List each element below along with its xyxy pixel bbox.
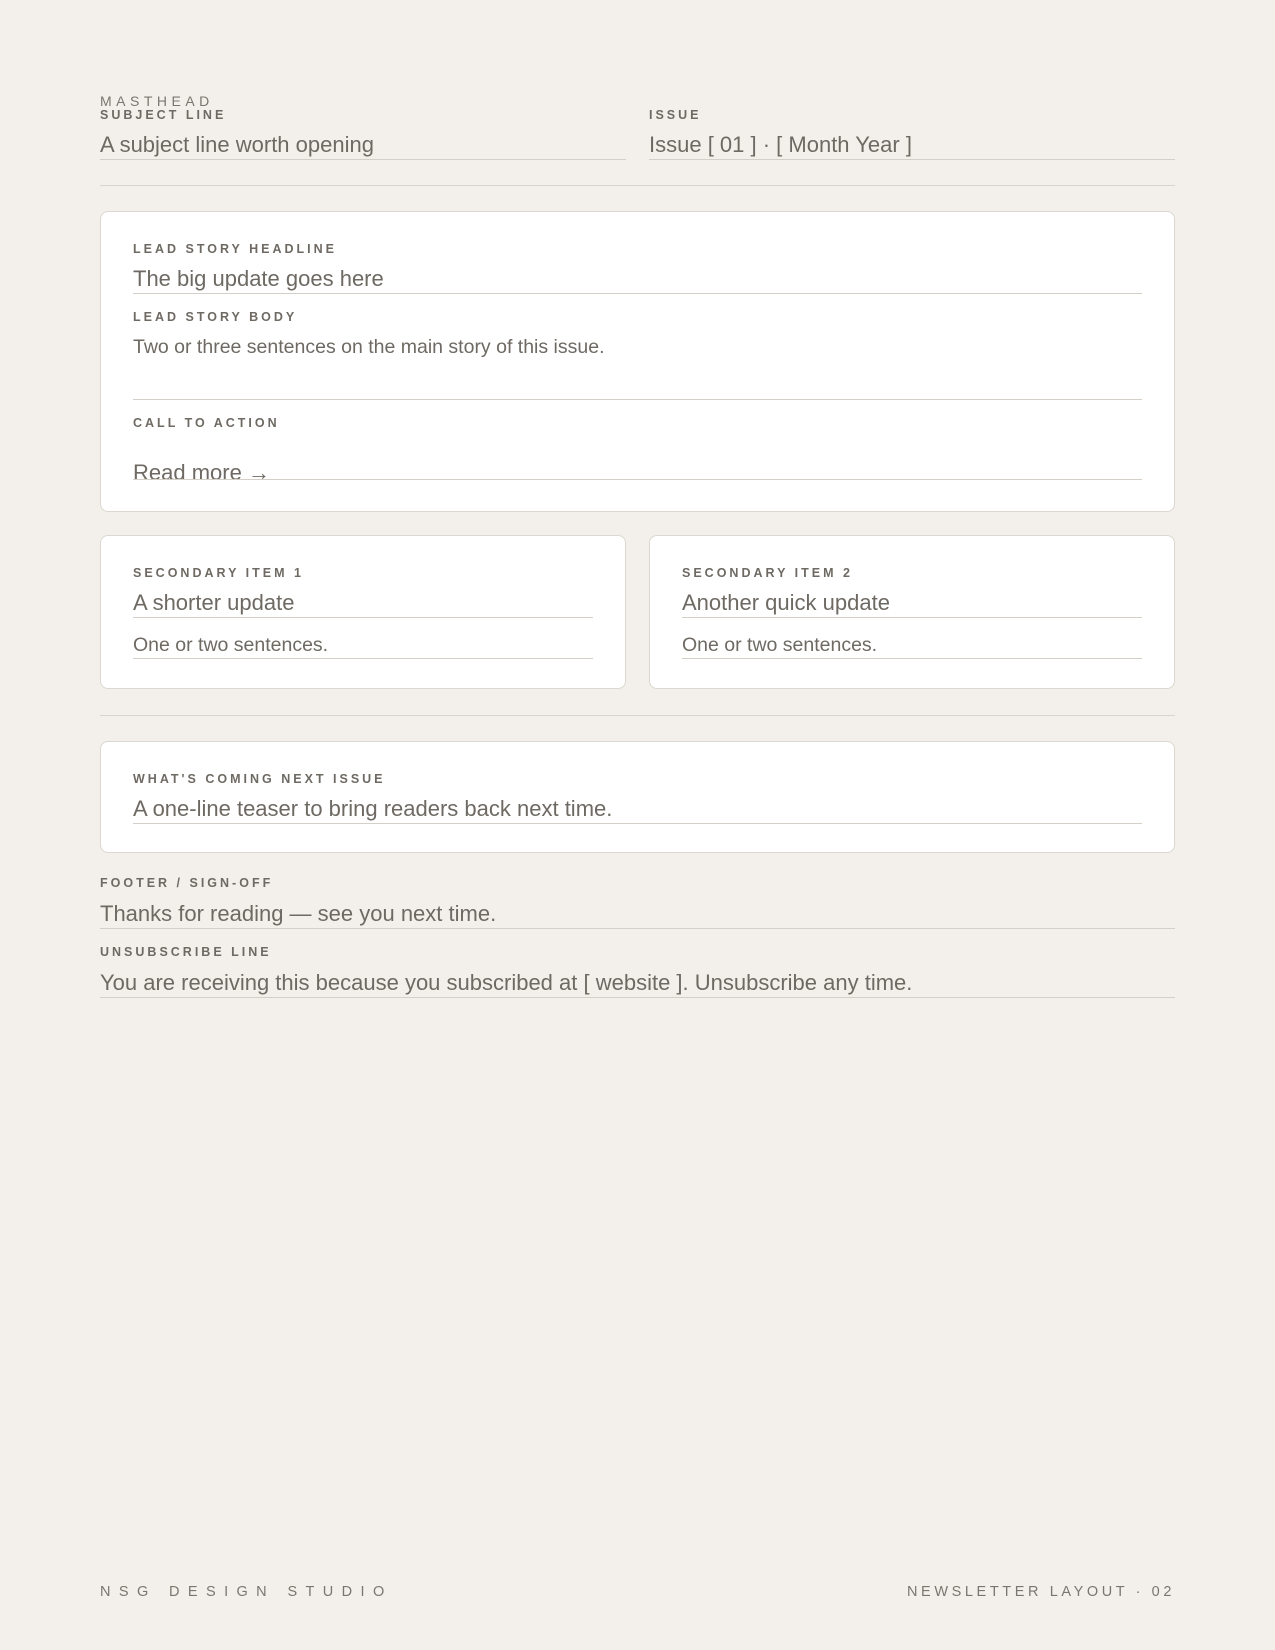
issue-field[interactable]: Issue [ 01 ] · [ Month Year ] (649, 131, 1175, 160)
secondary-item-1-card (100, 535, 626, 689)
secondary-item-1-title-field[interactable]: A shorter update (133, 589, 593, 618)
secondary-item-2-label: SECONDARY ITEM 2 (682, 566, 853, 580)
unsubscribe-field[interactable]: You are receiving this because you subscribed at [ website ]. Unsubscribe any time. (100, 969, 1175, 998)
layout-page-number: NEWSLETTER LAYOUT · 02 (906, 1584, 1175, 1600)
lead-body-label: LEAD STORY BODY (133, 310, 298, 324)
subject-line-group (100, 108, 626, 160)
newsletter-layout (100, 94, 1175, 998)
issue-label: ISSUE (649, 108, 702, 122)
secondary-item-1-label: SECONDARY ITEM 1 (133, 566, 304, 580)
signoff-label: FOOTER / SIGN-OFF (100, 876, 274, 890)
cta-text: Read more → (133, 460, 270, 480)
subject-line-label: SUBJECT LINE (100, 108, 227, 122)
next-issue-label: WHAT'S COMING NEXT ISSUE (133, 772, 386, 786)
divider (100, 715, 1175, 716)
secondary-item-2-card (649, 535, 1175, 689)
masthead-label: MASTHEAD (100, 93, 214, 109)
lead-headline-field[interactable]: The big update goes here (133, 265, 1142, 294)
unsubscribe-label: UNSUBSCRIBE LINE (100, 945, 272, 959)
subject-line-field[interactable]: A subject line worth opening (100, 131, 626, 160)
cta-label: CALL TO ACTION (133, 416, 280, 430)
signoff-field[interactable]: Thanks for reading — see you next time. (100, 900, 1175, 929)
lead-story-card (100, 211, 1175, 512)
secondary-item-2-title-field[interactable]: Another quick update (682, 589, 1142, 618)
secondary-items-row (100, 535, 1175, 689)
secondary-item-1-body-field[interactable]: One or two sentences. (133, 632, 593, 659)
cta-field[interactable] (133, 439, 1142, 480)
lead-body-field[interactable]: Two or three sentences on the main story of this issue. (133, 334, 1142, 400)
issue-group (649, 108, 1175, 160)
next-issue-field[interactable]: A one-line teaser to bring readers back next time. (133, 795, 1142, 824)
divider (100, 185, 1175, 186)
masthead-row (100, 108, 1175, 160)
studio-name: NSG DESIGN STUDIO (100, 1584, 393, 1600)
secondary-item-2-body-field[interactable]: One or two sentences. (682, 632, 1142, 659)
next-issue-card (100, 741, 1175, 853)
lead-headline-label: LEAD STORY HEADLINE (133, 242, 338, 256)
